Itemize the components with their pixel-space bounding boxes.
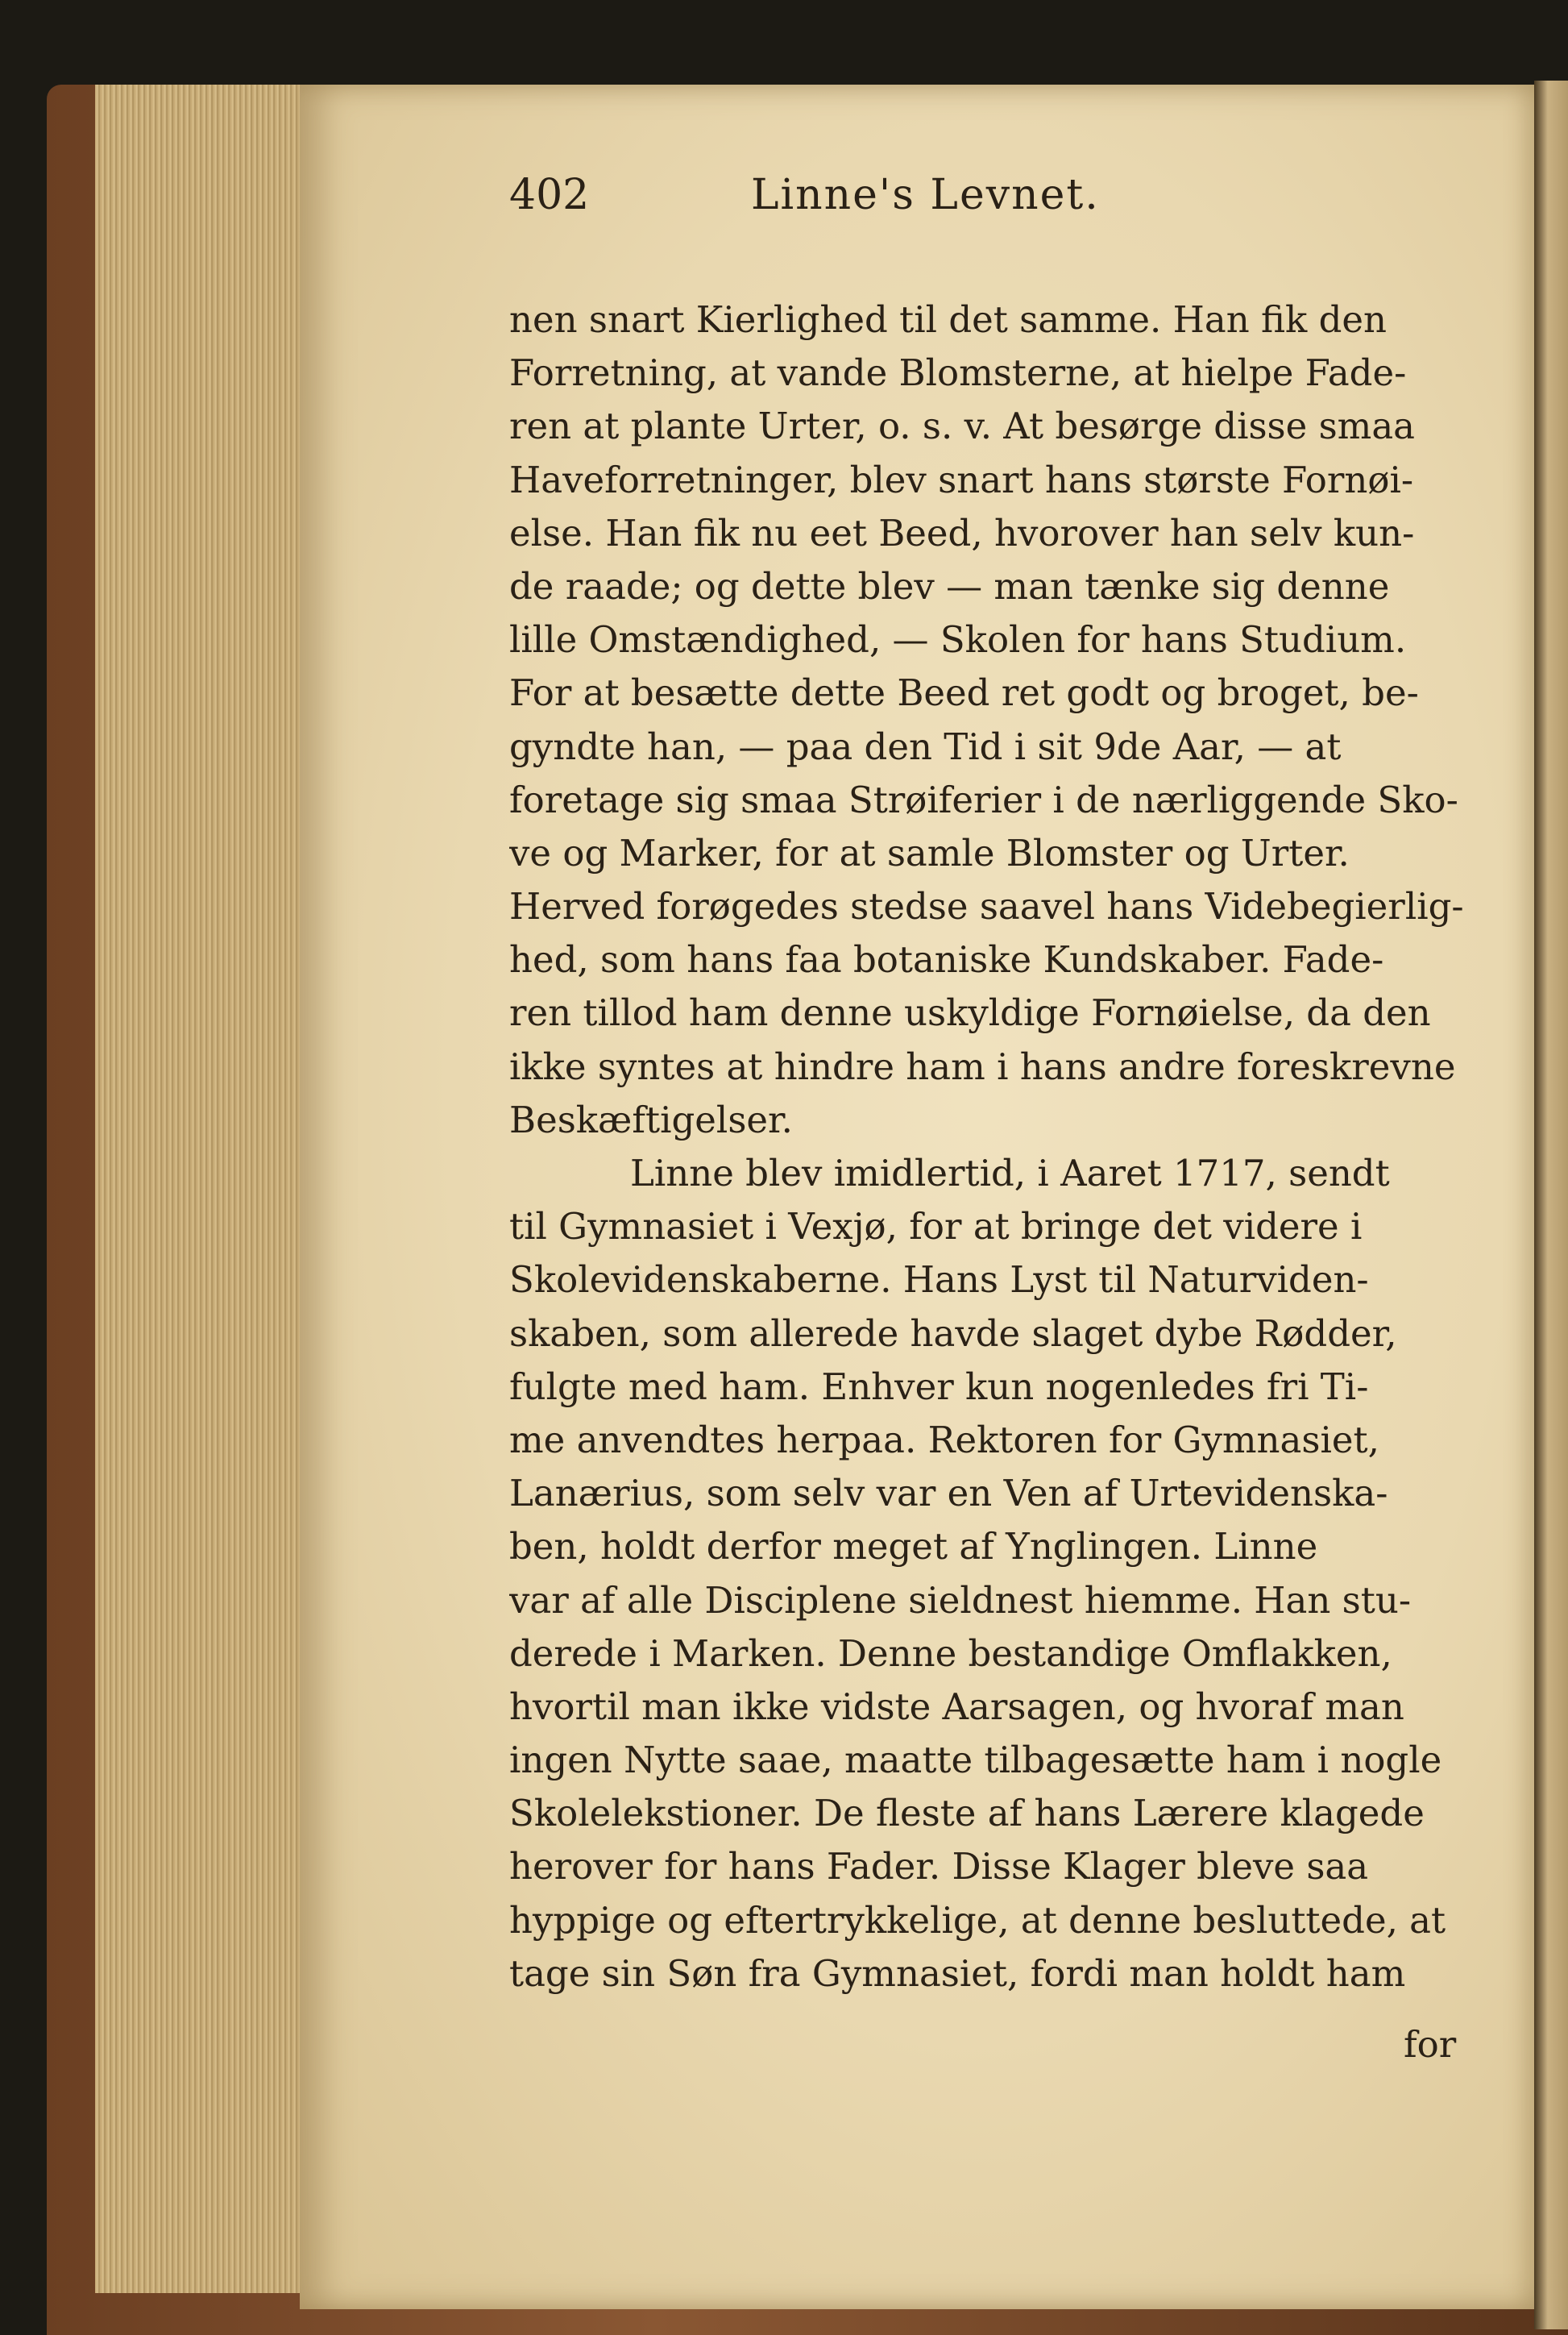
text-line: me anvendtes herpaa. Rektoren for Gymnasiet, xyxy=(509,1418,1379,1461)
text-line: de raade; og dette blev — man tænke sig denne xyxy=(509,564,1390,608)
text-line: fulgte med ham. Enhver kun nogenledes fri Ti- xyxy=(509,1365,1369,1408)
page-number: 402 xyxy=(509,171,590,219)
text-line: ren tillod ham denne uskyldige Fornøielse, da den xyxy=(509,991,1431,1035)
text-line: ren at plante Urter, o. s. v. At besørge disse smaa xyxy=(509,405,1416,448)
text-line: Skolelekstioner. De fleste af hans Lærere klagede xyxy=(509,1792,1425,1835)
text-line: else. Han fik nu eet Beed, hvorover han selv kun- xyxy=(509,511,1415,555)
text-line: hed, som hans faa botaniske Kundskaber. Fade- xyxy=(509,938,1384,982)
text-line: Skolevidenskaberne. Hans Lyst til Naturviden- xyxy=(509,1258,1369,1302)
text-line: tage sin Søn fra Gymnasiet, fordi man holdt ham xyxy=(509,1951,1406,1995)
text-line: Forretning, at vande Blomsterne, at hielpe Fade- xyxy=(509,351,1407,395)
text-line: ikke syntes at hindre ham i hans andre foreskrevne xyxy=(509,1045,1456,1088)
page-edges xyxy=(95,85,306,2293)
text-line: var af alle Disciplene sieldnest hiemme. Han stu- xyxy=(509,1578,1412,1622)
running-title: Linne's Levnet. xyxy=(751,171,1100,219)
text-line: Lanærius, som selv var en Ven af Urtevidenska- xyxy=(509,1472,1388,1515)
facing-page-edge xyxy=(1534,81,1568,2329)
text-line: hyppige og eftertrykkelige, at denne besluttede, at xyxy=(509,1898,1446,1942)
text-line: til Gymnasiet i Vexjø, for at bringe det videre i xyxy=(509,1205,1363,1249)
text-line: For at besætte dette Beed ret godt og broget, be- xyxy=(509,671,1419,715)
text-line: hvortil man ikke vidste Aarsagen, og hvoraf man xyxy=(509,1685,1404,1728)
catchword: for xyxy=(1404,2023,1457,2066)
text-line: ve og Marker, for at samle Blomster og Urter. xyxy=(509,831,1350,875)
text-line: herover for hans Fader. Disse Klager bleve saa xyxy=(509,1845,1369,1888)
text-line: Beskæftigelser. xyxy=(509,1098,793,1141)
text-line: Haveforretninger, blev snart hans største Fornøi- xyxy=(509,458,1414,501)
text-line: Herved forøgedes stedse saavel hans Videbegierlig- xyxy=(509,885,1464,929)
body-text xyxy=(509,293,1468,2001)
text-line: ben, holdt derfor meget af Ynglingen. Linne xyxy=(509,1525,1318,1568)
text-line: lille Omstændighed, — Skolen for hans Studium. xyxy=(509,618,1407,662)
text-line: skaben, som allerede havde slaget dybe Rødder, xyxy=(509,1311,1397,1355)
text-line: ingen Nytte saae, maatte tilbagesætte ham i nogle xyxy=(509,1739,1442,1782)
text-line: derede i Marken. Denne bestandige Omflakken, xyxy=(509,1631,1392,1675)
text-line: Linne blev imidlertid, i Aaret 1717, sendt xyxy=(630,1152,1390,1195)
page-header xyxy=(509,171,1460,227)
text-line: gyndte han, — paa den Tid i sit 9de Aar, — at xyxy=(509,725,1342,768)
text-line: foretage sig smaa Strøiferier i de nærliggende Sko- xyxy=(509,778,1458,821)
text-line: nen snart Kierlighed til det samme. Han fik den xyxy=(509,298,1388,341)
